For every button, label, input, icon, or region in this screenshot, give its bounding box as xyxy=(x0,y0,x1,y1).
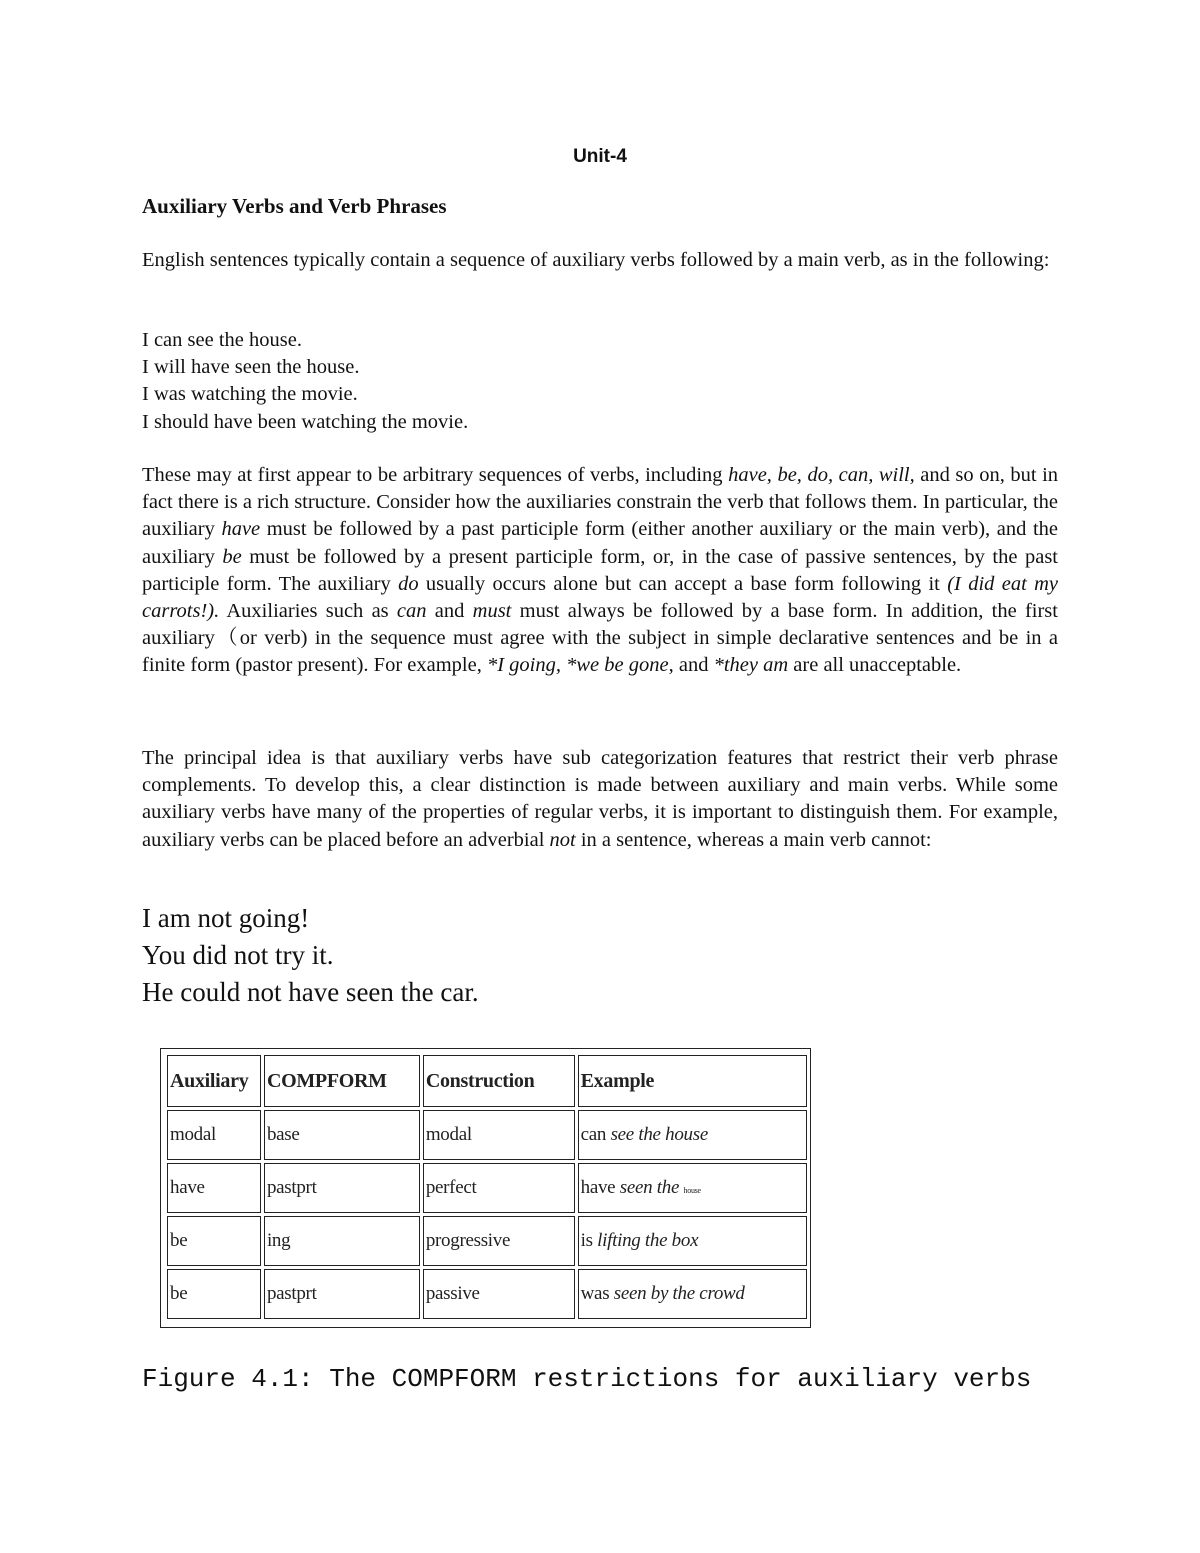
table-row xyxy=(167,1110,807,1160)
unit-label: Unit-4 xyxy=(573,146,627,167)
example-cell: is lifting the box xyxy=(578,1216,807,1266)
construction-cell: modal xyxy=(423,1110,575,1160)
header-cell: Construction xyxy=(423,1055,575,1107)
compform-table-grid xyxy=(164,1052,810,1322)
figure-caption: Figure 4.1: The COMPFORM restrictions for auxiliary verbs xyxy=(142,1364,1032,1394)
construction-cell: progressive xyxy=(423,1216,575,1266)
auxiliary-cell: be xyxy=(167,1269,261,1319)
structure-paragraph: These may at first appear to be arbitrary sequences of verbs, including have, be, do, can, will, and so on, but in fact there is a rich structure. Consider how the auxiliaries constrain the verb that follows them. In particular, the auxiliary have must be followed by a past participle form (either another auxiliary or the main verb), and the auxiliary be must be followed by a present participle form, or, in the case of passive sentences, by the past participle form. The auxiliary do usually occurs alone but can accept a base form following it (I did eat my carrots!). Auxiliaries such as can and must must always be followed by a base form. In addition, the first auxiliary（or verb) in the sequence must agree with the subject in simple declarative sentences and be in a finite form (pastor present). For example, *I going, *we be gone, and *they am are all unacceptable. xyxy=(142,464,1059,677)
compform-cell: pastprt xyxy=(264,1163,420,1213)
example-sentence: I should have been watching the movie. xyxy=(142,410,469,433)
header-cell: COMPFORM xyxy=(264,1055,420,1107)
intro-paragraph: English sentences typically contain a sequence of auxiliary verbs followed by a main verb, as in the following: xyxy=(142,249,1050,271)
example-sentence: He could not have seen the car. xyxy=(142,977,479,1007)
header-cell: Example xyxy=(578,1055,807,1107)
example-sentence: I can see the house. xyxy=(142,329,302,351)
header-cell: Auxiliary xyxy=(167,1055,261,1107)
auxiliary-cell: have xyxy=(167,1163,261,1213)
table-row xyxy=(167,1269,807,1319)
table-header-row xyxy=(167,1055,807,1107)
construction-cell: perfect xyxy=(423,1163,575,1213)
compform-table xyxy=(160,1048,811,1328)
example-list-2 xyxy=(142,900,479,1011)
auxiliary-cell: be xyxy=(167,1216,261,1266)
compform-cell: ing xyxy=(264,1216,420,1266)
compform-cell: pastprt xyxy=(264,1269,420,1319)
compform-cell: base xyxy=(264,1110,420,1160)
example-sentence: I will have seen the house. xyxy=(142,356,360,379)
example-sentence: I am not going! xyxy=(142,903,310,933)
auxiliary-cell: modal xyxy=(167,1110,261,1160)
construction-cell: passive xyxy=(423,1269,575,1319)
example-sentence: You did not try it. xyxy=(142,940,334,970)
principal-idea-paragraph: The principal idea is that auxiliary verbs have sub categorization features that restrict their verb phrase complements. To develop this, a clear distinction is made between auxiliary and main verbs. While some auxiliary verbs have many of the properties of regular verbs, it is important to distinguish them. For example, auxiliary verbs can be placed before an adverbial not in a sentence, whereas a main verb cannot: xyxy=(142,747,1058,851)
example-cell: have seen the house xyxy=(578,1163,807,1213)
table-row xyxy=(167,1216,807,1266)
table-row xyxy=(167,1163,807,1213)
example-cell: was seen by the crowd xyxy=(578,1269,807,1319)
example-cell: can see the house xyxy=(578,1110,807,1160)
example-sentence: I was watching the movie. xyxy=(142,383,358,406)
example-list-1 xyxy=(142,327,468,436)
section-heading: Auxiliary Verbs and Verb Phrases xyxy=(142,194,447,218)
